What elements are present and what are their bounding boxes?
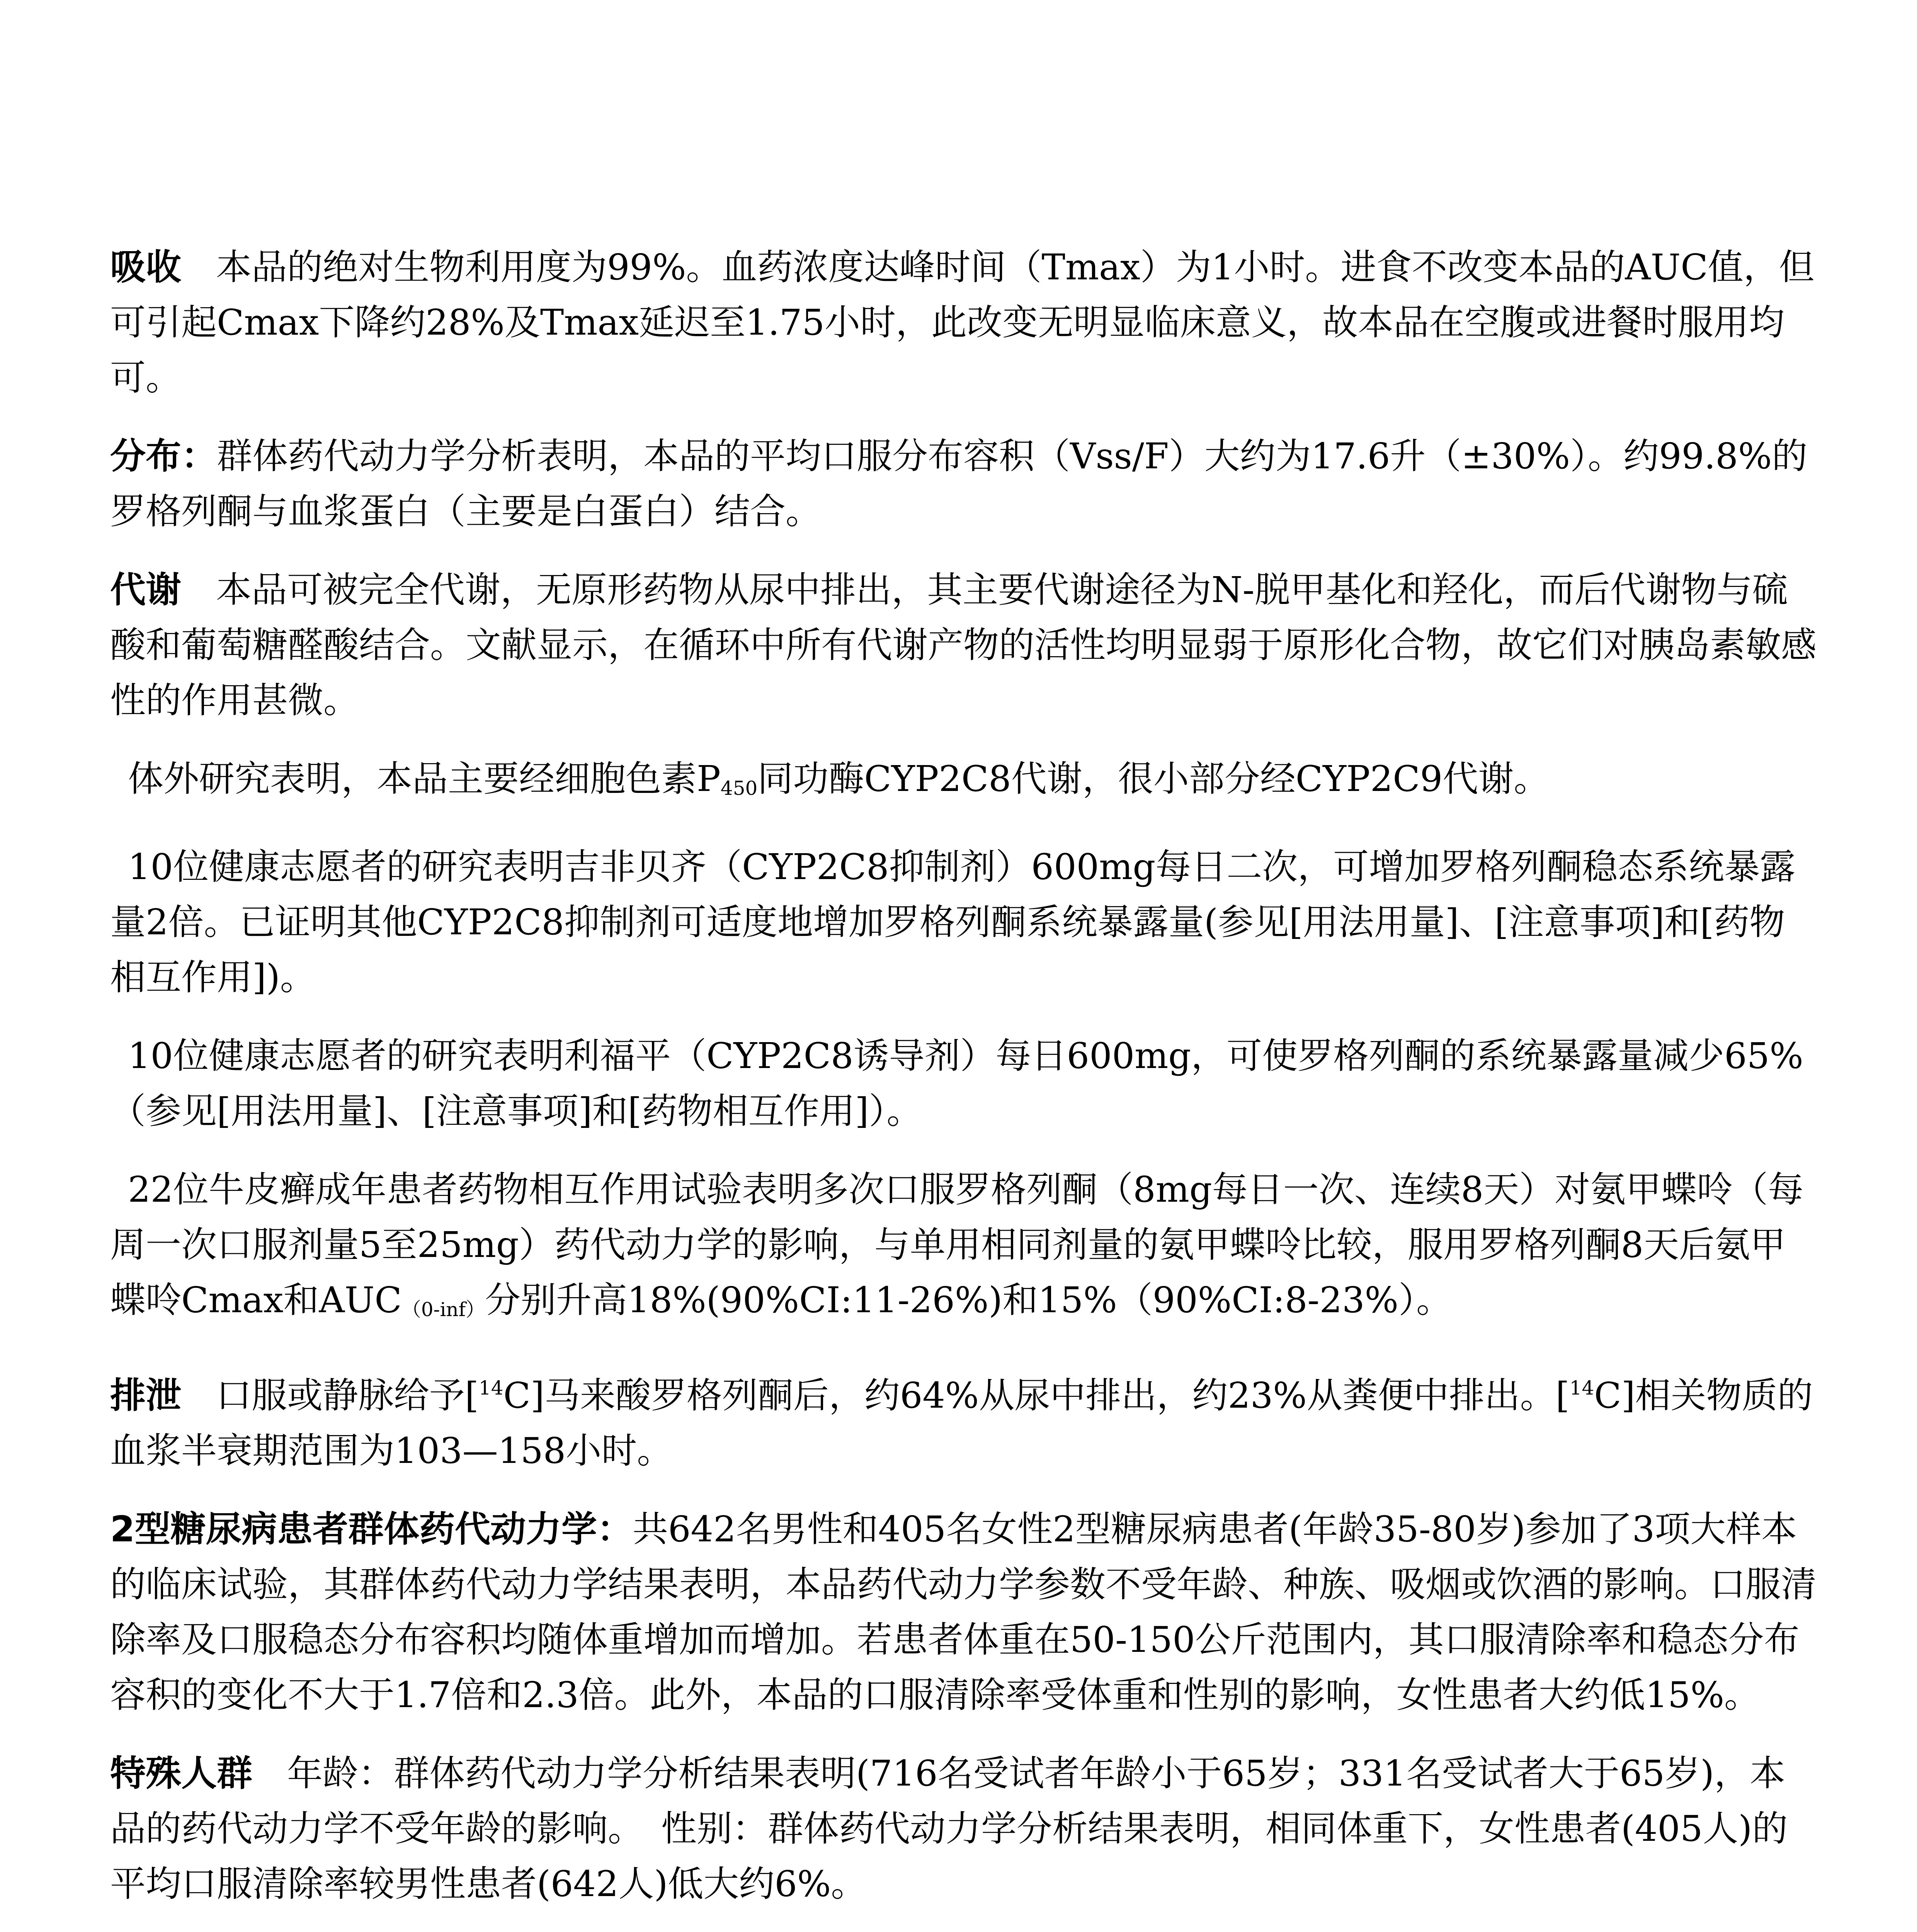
in-vitro-paragraph xyxy=(110,751,1818,816)
excretion-text-a: 口服或静脉给予[ xyxy=(216,1375,479,1416)
rifampin-paragraph xyxy=(110,1028,1818,1139)
p450-subscript: 450 xyxy=(720,777,758,799)
population-pk-paragraph xyxy=(110,1502,1818,1723)
distribution-heading: 分布： xyxy=(110,435,217,477)
metabolism-heading: 代谢 xyxy=(110,569,182,611)
gemfibrozil-text: 10位健康志愿者的研究表明吉非贝齐（CYP2C8抑制剂）600mg每日二次，可增加罗格列酮稳态系统暴露量2倍。已证明其他CYP2C8抑制剂可适度地增加罗格列酮系统暴露量(参见[用法用量]、[注意事项]和[药物相互作用])。 xyxy=(110,846,1796,998)
in-vitro-text-b: 同功酶CYP2C8代谢，很小部分经CYP2C9代谢。 xyxy=(757,758,1550,799)
excretion-text-b: C]马来酸罗格列酮后，约64%从尿中排出，约23%从粪便中排出。[ xyxy=(503,1375,1570,1416)
distribution-text: 群体药代动力学分析表明，本品的平均口服分布容积（Vss/F）大约为17.6升（±30%）。约99.8%的罗格列酮与血浆蛋白（主要是白蛋白）结合。 xyxy=(110,435,1808,532)
metabolism-text: 本品可被完全代谢，无原形药物从尿中排出，其主要代谢途径为N-脱甲基化和羟化，而后代谢物与硫酸和葡萄糖醛酸结合。文献显示，在循环中所有代谢产物的活性均明显弱于原形化合物，故它们对胰岛素敏感性的作用甚微。 xyxy=(110,569,1817,721)
document-page xyxy=(110,240,1818,1932)
c14-superscript-2: 14 xyxy=(1569,1377,1594,1399)
population-pk-heading: 2型糖尿病患者群体药代动力学： xyxy=(110,1509,633,1550)
distribution-paragraph xyxy=(110,429,1818,539)
gemfibrozil-paragraph xyxy=(110,839,1818,1005)
metabolism-paragraph xyxy=(110,562,1818,728)
excretion-paragraph xyxy=(110,1361,1818,1478)
c14-superscript-1: 14 xyxy=(478,1377,503,1399)
absorption-text: 本品的绝对生物利用度为99%。血药浓度达峰时间（Tmax）为1小时。进食不改变本品的AUC值，但可引起Cmax下降约28%及Tmax延迟至1.75小时，此改变无明显临床意义，故本品在空腹或进餐时服用均可。 xyxy=(110,247,1815,398)
in-vitro-text-a: 体外研究表明，本品主要经细胞色素P xyxy=(128,758,721,799)
auc-subscript: （0-inf） xyxy=(401,1298,485,1321)
special-populations-heading: 特殊人群 xyxy=(110,1753,253,1794)
excretion-heading: 排泄 xyxy=(110,1375,182,1416)
methotrexate-text-b: 分别升高18%(90%CI:11-26%)和15%（90%CI:8-23%）。 xyxy=(485,1279,1452,1321)
methotrexate-paragraph xyxy=(110,1162,1818,1337)
special-populations-text: 年龄：群体药代动力学分析结果表明(716名受试者年龄小于65岁；331名受试者大于65岁)，本品的药代动力学不受年龄的影响。 性别：群体药代动力学分析结果表明，相同体重下，女性患者(405人)的平均口服清除率较男性患者(642人)低大约6%。 xyxy=(110,1753,1788,1905)
absorption-paragraph xyxy=(110,240,1818,405)
rifampin-text: 10位健康志愿者的研究表明利福平（CYP2C8诱导剂）每日600mg，可使罗格列酮的系统暴露量减少65%（参见[用法用量]、[注意事项]和[药物相互作用]）。 xyxy=(110,1035,1803,1132)
special-populations-paragraph xyxy=(110,1746,1818,1912)
methotrexate-text-a: 22位牛皮癣成年患者药物相互作用试验表明多次口服罗格列酮（8mg每日一次、连续8天）对氨甲蝶呤（每周一次口服剂量5至25mg）药代动力学的影响，与单用相同剂量的氨甲蝶呤比较，服用罗格列酮8天后氨甲蝶呤Cmax和AUC xyxy=(110,1169,1804,1321)
population-pk-text: 共642名男性和405名女性2型糖尿病患者(年龄35-80岁)参加了3项大样本的临床试验，其群体药代动力学结果表明，本品药代动力学参数不受年龄、种族、吸烟或饮酒的影响。口服清除率及口服稳态分布容积均随体重增加而增加。若患者体重在50-150公斤范围内，其口服清除率和稳态分布容积的变化不大于1.7倍和2.3倍。此外，本品的口服清除率受体重和性别的影响，女性患者大约低15%。 xyxy=(110,1509,1817,1716)
absorption-heading: 吸收 xyxy=(110,247,182,288)
excretion-text-c: C]相关物质的血浆半衰期范围为103—158小时。 xyxy=(110,1375,1813,1471)
